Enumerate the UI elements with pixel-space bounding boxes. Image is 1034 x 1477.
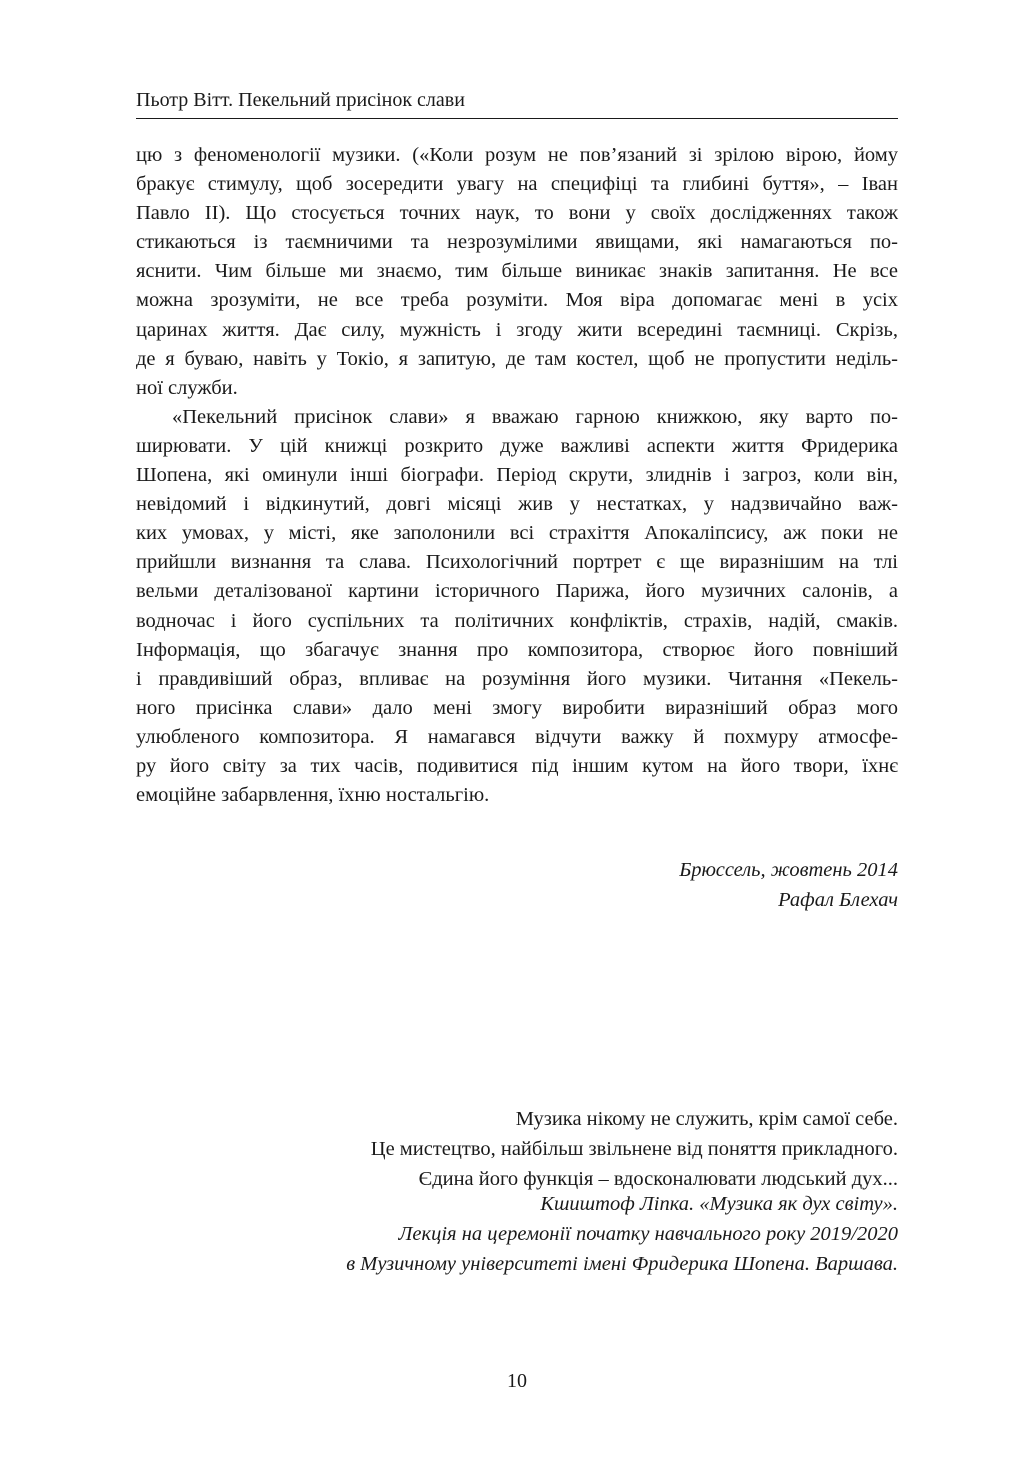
signature-author: Рафал Блехач	[778, 889, 898, 911]
text-line: ної служби.	[136, 376, 238, 399]
text-line: емоційне забарвлення, їхню ностальгію.	[136, 784, 490, 807]
epigraph-line: Єдина його функція – вдосконалювати людський дух...	[418, 1168, 898, 1190]
signature-place-date: Брюссель, жовтень 2014	[679, 859, 898, 881]
body-text	[136, 141, 898, 810]
text-line: вельми деталізованої картини історичного Парижа, його музичних салонів, а	[136, 580, 898, 603]
text-line: «Пекельний присінок слави» я вважаю гарною книжкою, яку варто по-	[172, 405, 898, 428]
text-line: царинах життя. Дає силу, мужність і згоду жити всередині таємниці. Скрізь,	[136, 318, 898, 341]
text-line: ширювати. У цій книжці розкрито дуже важливі аспекти життя Фридерика	[136, 434, 898, 457]
text-line: ру його світу за тих часів, подивитися під іншим кутом на його твори, їхнє	[136, 754, 898, 777]
text-line: і правдивіший образ, впливає на розуміння його музики. Читання «Пекель-	[136, 667, 898, 690]
epigraph-line: Музика нікому не служить, крім самої себе.	[515, 1108, 898, 1130]
epigraph-line: Це мистецтво, найбільш звільнене від поняття прикладного.	[370, 1138, 898, 1160]
text-line: улюбленого композитора. Я намагався відчути важку й похмуру атмосфе-	[136, 725, 898, 748]
text-line: цю з феноменології музики. («Коли розум не пов’язаний зі зрілою вірою, йому	[136, 144, 898, 166]
text-line: стикаються із таємничими та незрозумілими явищами, які намагаються по-	[136, 231, 898, 254]
paragraph-1	[136, 141, 898, 403]
page-number: 10	[507, 1370, 527, 1392]
text-line: ного присінка слави» дало мені змогу виробити виразніший образ мого	[136, 696, 898, 719]
header-rule	[136, 118, 898, 119]
text-line: Павло ІІ). Що стосується точних наук, то вони у своїх дослідженнях також	[136, 202, 898, 225]
running-header: Пьотр Вітт. Пекельний присінок слави	[136, 89, 465, 111]
text-line: можна зрозуміти, не все треба розуміти. Моя віра допомагає мені в усіх	[136, 289, 898, 312]
text-line: бракує стимулу, щоб зосередити увагу на специфіці та глибині буття», – Іван	[136, 173, 898, 196]
epigraph-quote	[371, 1104, 898, 1194]
text-line: де я буваю, навіть у Токіо, я запитую, де там костел, щоб не пропустити неділь-	[136, 347, 898, 370]
epigraph-source	[346, 1189, 898, 1279]
text-line: прийшли визнання та слава. Психологічний портрет є ще виразнішим на тлі	[136, 551, 898, 574]
text-line: Інформація, що збагачує знання про композитора, створює його повніший	[136, 638, 898, 661]
text-line: Шопена, які оминули інші біографи. Період скрути, злиднів і загроз, коли він,	[136, 464, 898, 487]
text-line: яснити. Чим більше ми знаємо, тим більше виникає знаків запитання. Не все	[136, 260, 898, 283]
paragraph-2	[136, 403, 898, 810]
epigraph-source-line: Кшиштоф Ліпка. «Музика як дух світу».	[540, 1193, 898, 1215]
signature-block	[679, 855, 898, 915]
epigraph-source-line: в Музичному університеті імені Фридерика Шопена. Варшава.	[346, 1253, 898, 1275]
epigraph-source-line: Лекція на церемонії початку навчального року 2019/2020	[398, 1223, 898, 1245]
text-line: ких умовах, у місті, яке заполонили всі страхіття Апокаліпсису, аж поки не	[136, 522, 898, 545]
text-line: водночас і його суспільних та політичних конфліктів, страхів, надій, смаків.	[136, 609, 898, 632]
text-line: невідомий і відкинутий, довгі місяці жив у нестатках, у надзвичайно важ-	[136, 493, 898, 516]
